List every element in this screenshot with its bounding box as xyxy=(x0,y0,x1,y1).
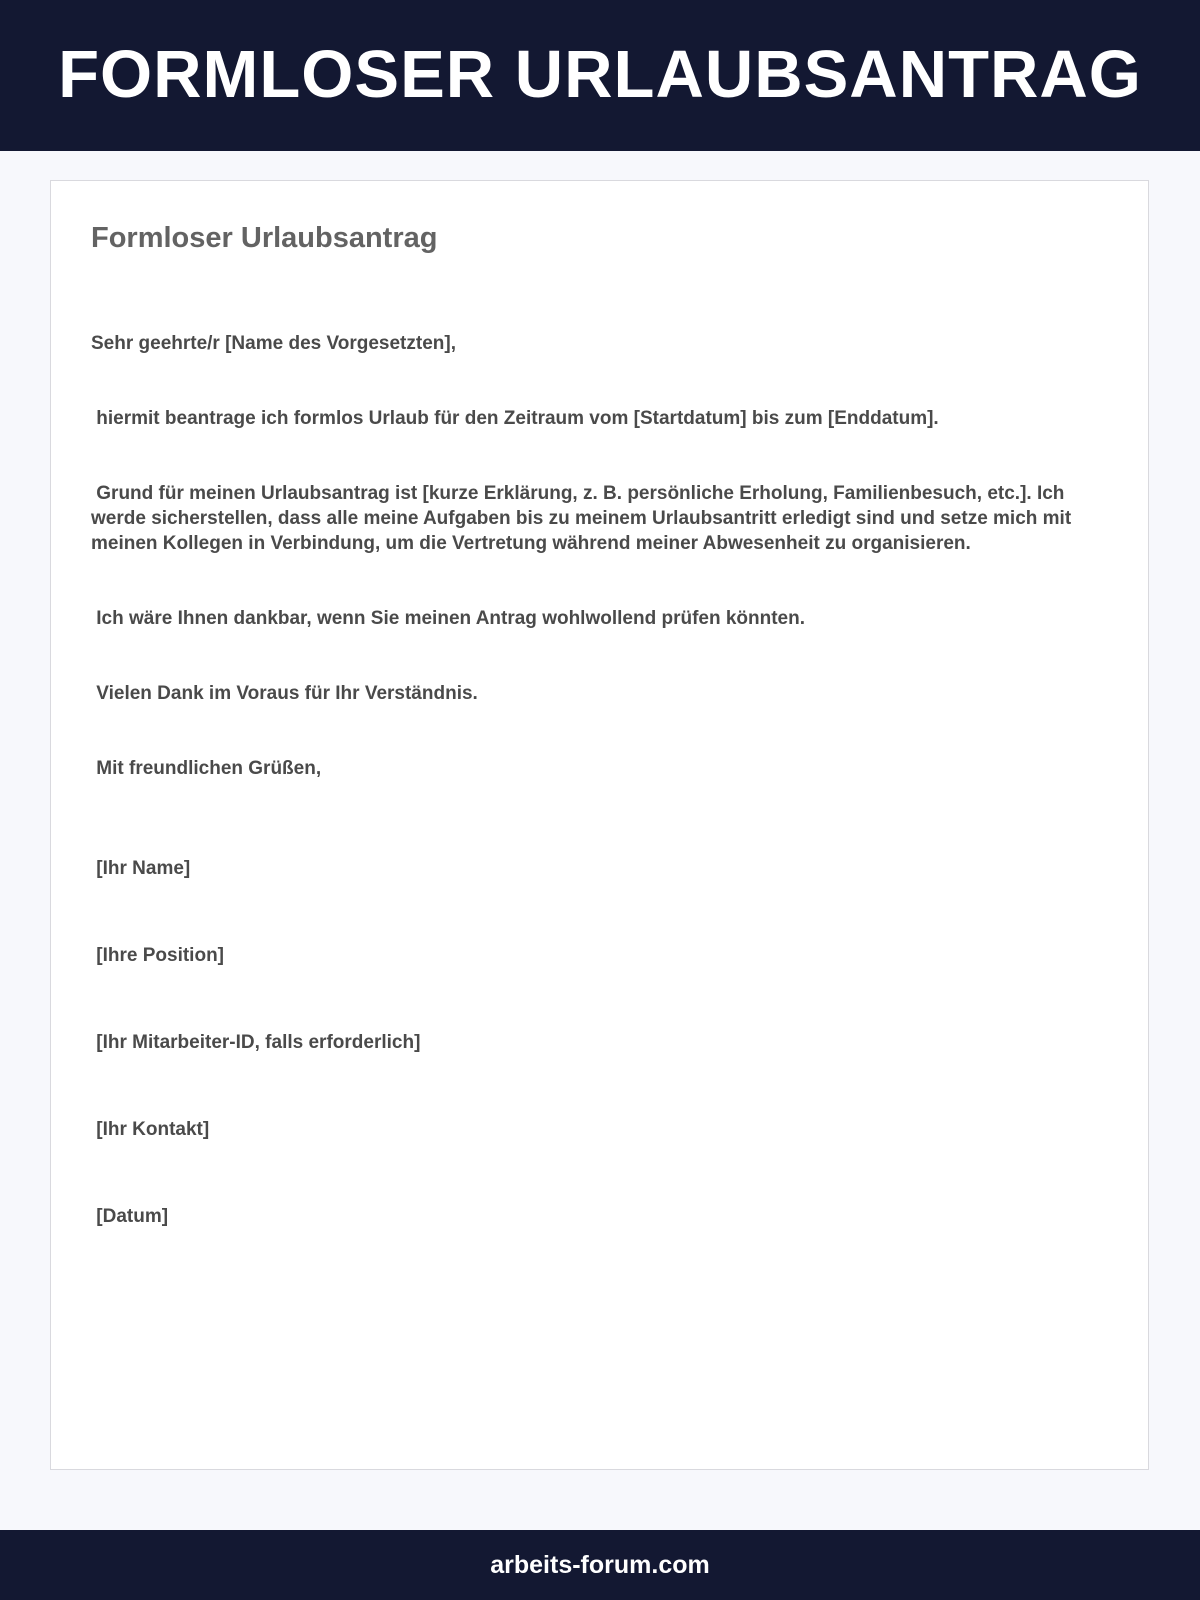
document-body xyxy=(91,281,1101,1279)
salutation: Sehr geehrte/r [Name des Vorgesetzten], xyxy=(91,333,456,354)
signature-contact: [Ihr Kontakt] xyxy=(91,1119,210,1140)
paragraph-request: Ich wäre Ihnen dankbar, wenn Sie meinen Antrag wohlwollend prüfen könnten. xyxy=(91,608,806,629)
signature-employee-id: [Ihr Mitarbeiter-ID, falls erforderlich] xyxy=(91,1032,421,1053)
page-header xyxy=(0,0,1200,151)
signature-date: [Datum] xyxy=(91,1206,169,1227)
signature-position: [Ihre Position] xyxy=(91,945,225,966)
document-title: Formloser Urlaubsantrag xyxy=(91,222,438,254)
signature-name: [Ihr Name] xyxy=(91,858,191,879)
paragraph-thanks: Vielen Dank im Voraus für Ihr Verständnis. xyxy=(91,683,478,704)
footer-site-name: arbeits-forum.com xyxy=(490,1550,710,1579)
paragraph-period: hiermit beantrage ich formlos Urlaub für den Zeitraum vom [Startdatum] bis zum [Enddatum]. xyxy=(91,408,939,429)
page-footer xyxy=(0,1530,1200,1600)
closing: Mit freundlichen Grüßen, xyxy=(91,758,322,779)
header-title: FORMLOSER URLAUBSANTRAG xyxy=(58,37,1142,112)
document-card xyxy=(50,180,1149,1470)
paragraph-reason: Grund für meinen Urlaubsantrag ist [kurze Erklärung, z. B. persönliche Erholung, Familienbesuch, etc.]. Ich werde sicherstellen, dass alle meine Aufgaben bis zu meinem Urlaubsantritt erledigt sind und setze mich mit meinen Kollegen in Verbindung, um die Vertretung während meiner Abwesenheit zu organisieren. xyxy=(91,483,1077,554)
